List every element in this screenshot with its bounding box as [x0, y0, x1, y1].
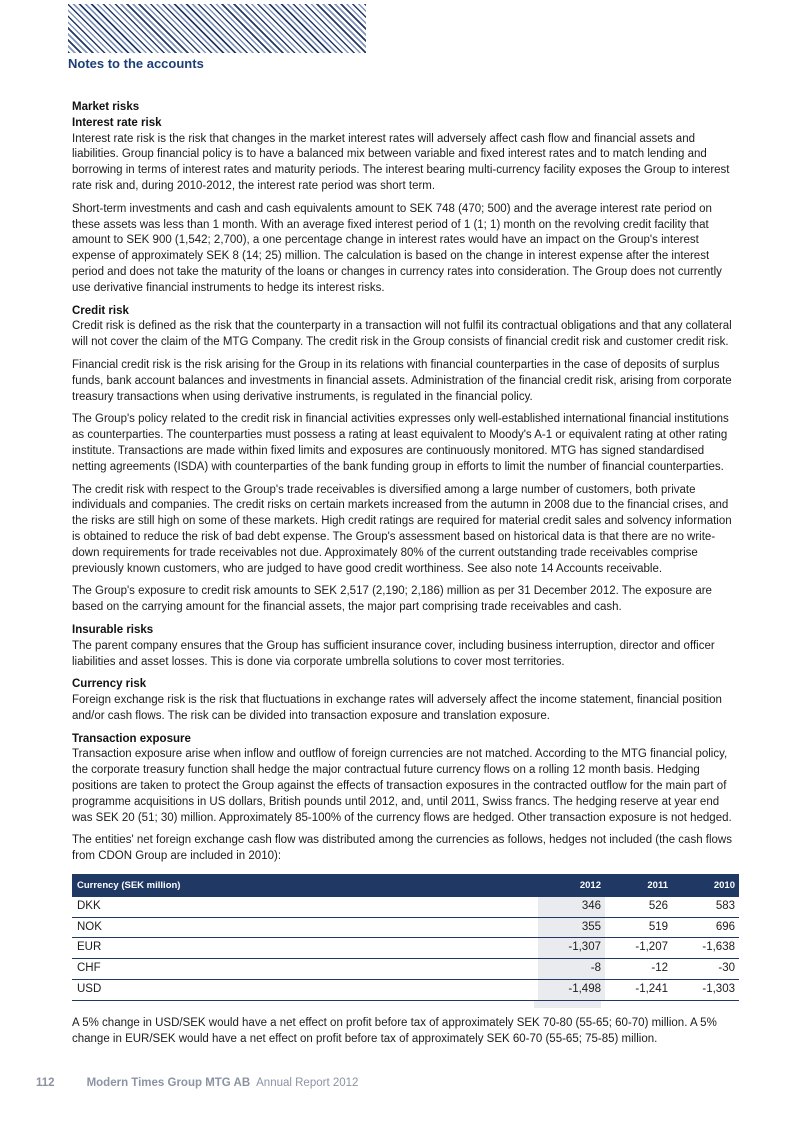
- heading-insurable-risks: Insurable risks: [72, 623, 154, 636]
- paragraph: Short-term investments and cash and cash equivalents amount to SEK 748 (470; 500) and the average interest rate period on these assets was less than 1 month. With an average fixed interest period of 1 (1; 1) month on the revolving credit facility that amount to SEK 900 (1,542; 2,700), a one percentage change in interest rates would have an impact on the Group's interest expense of approximately SEK 8 (14; 25) million. The calculation is based on the change in interest expense after the interest period and does not take the maturity of the loans or changes in currency rates into consideration. The Group does not currently use derivative financial instruments to hedge its interest risks.: [72, 202, 722, 294]
- page-title: Notes to the accounts: [68, 56, 204, 71]
- table-cell: 696: [672, 917, 739, 938]
- table-cell: 519: [605, 917, 672, 938]
- paragraph: A 5% change in USD/SEK would have a net effect on profit before tax of approximately SEK 70-80 (55-65; 60-70) million. A 5% change in EUR/SEK would have a net effect on profit before tax of approximately SEK 60-70 (55-65; 75-85) million.: [72, 1016, 717, 1045]
- column-shade-extension: [534, 1001, 601, 1008]
- table-cell: EUR: [72, 938, 538, 959]
- table-header-currency: Currency (SEK million): [72, 874, 538, 897]
- table-header-row: [72, 874, 739, 897]
- hatch-pattern-banner: [68, 4, 366, 53]
- table-cell: -1,207: [605, 938, 672, 959]
- table-row-eur: [72, 938, 739, 959]
- footer-company-name: Modern Times Group MTG AB: [86, 1077, 251, 1089]
- table-cell: -1,638: [672, 938, 739, 959]
- currency-table-wrapper: [72, 874, 739, 1001]
- table-cell: NOK: [72, 917, 538, 938]
- heading-interest-rate-risk: Interest rate risk: [72, 116, 162, 129]
- paragraph: Financial credit risk is the risk arising for the Group in its relations with financial counterparties in the case of deposits of surplus funds, bank account balances and investments in financial assets. Administration of the financial credit risk, arising from corporate treasury transactions when using derivative instruments, is regulated in the financial policy.: [72, 358, 732, 403]
- table-row-usd: [72, 980, 739, 1001]
- heading-credit-risk: Credit risk: [72, 304, 129, 317]
- paragraph: Transaction exposure arise when inflow and outflow of foreign currencies are not matched. According to the MTG financial policy, the corporate treasury function shall hedge the major contractual future currency flows on a rolling 12 month basis. Hedging positions are taken to protect the Group against the effects of transaction exposures in the contracted outflow for the main part of programme acquisitions in US dollars, British pounds until 2012, and, until 2011, Swiss francs. The hedging reserve at year end was SEK 20 (51; 30) million. Approximately 85-100% of the currency flows are hedged. Other transaction exposure is not hedged.: [72, 748, 732, 824]
- table-cell: -12: [605, 959, 672, 980]
- heading-transaction-exposure: Transaction exposure: [72, 732, 191, 745]
- table-header-2011: 2011: [605, 874, 672, 897]
- table-cell: -30: [672, 959, 739, 980]
- paragraph: Foreign exchange risk is the risk that fluctuations in exchange rates will adversely affect the income statement, financial position and/or cash flows. The risk can be divided into transaction exposure and translation exposure.: [72, 694, 722, 722]
- paragraph: The credit risk with respect to the Group's trade receivables is diversified among a large number of customers, both private individuals and companies. The credit risks on certain markets increased from the autumn in 2008 due to the financial crises, and the risks are still high on some of these markets. High credit ratings are required for material credit sales and solvency information is obtained to reduce the risk of bad debt expense. The Group's assessment based on historical data is that there are no write-down requirements for trade receivables not due. Approximately 80% of the current outstanding trade receivables comprise previously known customers, who are judged to have good credit worthiness. See also note 14 Accounts receivable.: [72, 483, 732, 575]
- paragraph: The Group's exposure to credit risk amounts to SEK 2,517 (2,190; 2,186) million as per 31 December 2012. The exposure are based on the carrying amount for the financial assets, the major part comprising trade receivables and cash.: [72, 585, 712, 614]
- table-cell: -1,241: [605, 980, 672, 1001]
- heading-market-risks: Market risks: [72, 101, 140, 113]
- page-number: 112: [36, 1077, 55, 1089]
- table-cell: -1,307: [538, 938, 605, 959]
- page-content: [72, 100, 739, 1054]
- table-header-2010: 2010: [672, 874, 739, 897]
- table-row-nok: [72, 917, 739, 938]
- table-cell: -8: [538, 959, 605, 980]
- table-cell: CHF: [72, 959, 538, 980]
- table-row-dkk: [72, 897, 739, 917]
- table-cell: 583: [672, 897, 739, 917]
- currency-cashflow-table: [72, 874, 739, 1001]
- heading-currency-risk: Currency risk: [72, 678, 147, 691]
- paragraph: The parent company ensures that the Group has sufficient insurance cover, including business interruption, director and officer liabilities and asset losses. This is done via corporate umbrella solutions to cover most territories.: [72, 639, 715, 668]
- table-cell: USD: [72, 980, 538, 1001]
- paragraph: Interest rate risk is the risk that changes in the market interest rates will adversely affect cash flow and financial assets and liabilities. Group financial policy is to have a balanced mix between variable and fixed interest rates and to match lending and borrowing in terms of interest rates and maturity periods. The interest bearing multi-currency facility exposes the Group to interest rate risk and, during 2010-2012, the interest rate period was short term.: [72, 132, 730, 192]
- table-cell: 346: [538, 897, 605, 917]
- table-header-2012: 2012: [538, 874, 605, 897]
- footer-report-title: Annual Report 2012: [256, 1077, 359, 1089]
- table-cell: 355: [538, 917, 605, 938]
- paragraph: Credit risk is defined as the risk that the counterparty in a transaction will not fulfil its contractual obligations and that any collateral will not cover the claim of the MTG Company. The credit risk in the Group consists of financial credit risk and customer credit risk.: [72, 320, 732, 349]
- paragraph: The Group's policy related to the credit risk in financial activities expresses only well-established international financial institutions as counterparties. The counterparties must possess a rating at least equivalent to Moody's A-1 or equivalent rating at other rating institute. Transactions are made within fixed limits and exposures are continuously monitored. MTG has signed standardised netting agreements (ISDA) with counterparties of the bank funding group in efforts to limit the number of financial counterparties.: [72, 413, 729, 473]
- page-footer: [36, 1077, 358, 1089]
- table-cell: -1,498: [538, 980, 605, 1001]
- table-cell: -1,303: [672, 980, 739, 1001]
- table-row-chf: [72, 959, 739, 980]
- table-cell: 526: [605, 897, 672, 917]
- paragraph: The entities' net foreign exchange cash flow was distributed among the currencies as follows, hedges not included (the cash flows from CDON Group are included in 2010):: [72, 834, 732, 863]
- table-cell: DKK: [72, 897, 538, 917]
